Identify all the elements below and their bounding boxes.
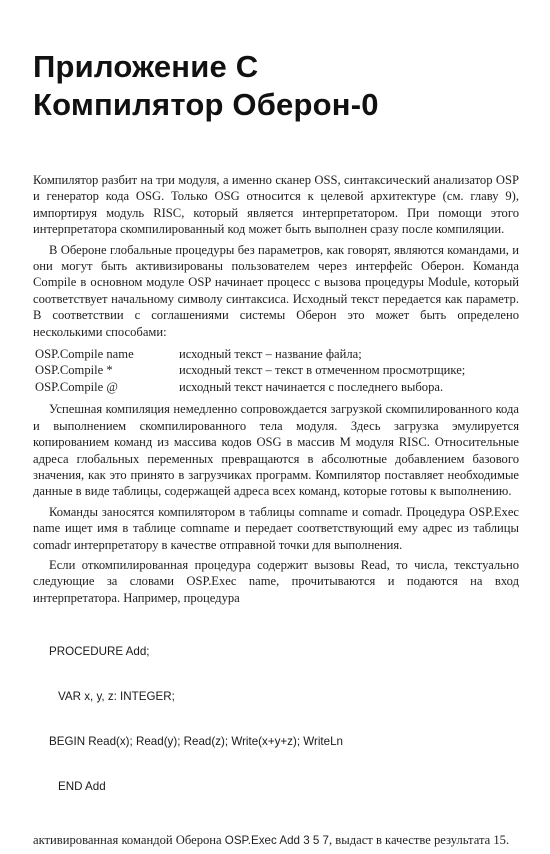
compile-mode-row [33, 362, 519, 378]
paragraph-intro: Компилятор разбит на три модуля, а именно сканер OSS, синтаксический анализатор OSP и генератор кода OSG. Только OSG относится к целевой архитектуре (см. главу 9), импортируя модуль RISC, который является интерпретатором. При помощи этого интерпретатора скомпилированный код может быть выполнен сразу после компиляции. [33, 173, 519, 237]
compile-mode-command: OSP.Compile @ [35, 379, 118, 394]
compile-mode-row [33, 379, 519, 395]
compile-mode-description: исходный текст – текст в отмеченном просмотрщике; [179, 363, 466, 378]
paragraph-read: Если откомпилированная процедура содержит вызовы Read, то числа, текстуально следующие за словами OSP.Exec name, прочитываются и подаются на вход интерпретатора. Например, процедура [33, 557, 519, 605]
compile-mode-description: исходный текст начинается с последнего выбора. [179, 379, 444, 394]
code-line: VAR x, y, z: INTEGER; [58, 690, 175, 704]
paragraph-result [33, 832, 519, 849]
result-text-before: активированная командой Оберона [33, 833, 225, 848]
exec-command-inline: OSP.Exec Add 3 5 7 [224, 834, 329, 848]
code-line: END Add [58, 780, 106, 794]
compile-mode-command: OSP.Compile name [35, 347, 134, 362]
appendix-title [33, 48, 519, 124]
compile-modes-list [33, 346, 519, 395]
appendix-title-line-2: Компилятор Оберон-0 [33, 87, 379, 122]
compile-mode-description: исходный текст – название файла; [179, 347, 362, 362]
paragraph-commands: В Обероне глобальные процедуры без параметров, как говорят, являются командами, и они могут быть активизированы пользователем через интерфейс Оберон. Команда Compile в основном модуле OSP начинает процесс с вызова процедуры Module, который соответствует начальному символу синтаксиса. Исходный текст передается как параметр. В соответствии с соглашениями системы Оберон это может быть определено несколькими способами: [33, 242, 519, 339]
code-line: PROCEDURE Add; [49, 645, 150, 659]
code-line: BEGIN Read(x); Read(y); Read(z); Write(x+y+z); WriteLn [49, 735, 343, 749]
appendix-title-line-1: Приложение C [33, 49, 259, 84]
compile-mode-row [33, 346, 519, 362]
paragraph-exec: Команды заносятся компилятором в таблицы comname и comadr. Процедура OSP.Exec name ищет имя в таблице comname и передает соответствующий ему адрес из таблицы comadr интерпретатору в качестве отправной точки для выполнения. [33, 504, 519, 552]
paragraph-loading: Успешная компиляция немедленно сопровождается загрузкой скомпилированного кода и выполнением скомпилированного тела модуля. Здесь загрузка эмулируется копированием команд из массива кодов OSG в массив M модуля RISC. Относительные адреса глобальных переменных превращаются в абсолютные добавлением базового значения, как это принято в загрузчиках программ. Компилятор поставляет необходимые данные в виде таблицы, содержащей адреса всех команд, которые готовы к выполнению. [33, 402, 519, 499]
body-text [33, 172, 519, 854]
book-page [33, 48, 519, 848]
code-listing [49, 614, 519, 824]
result-text-after: , выдаст в качестве результата 15. [329, 833, 510, 848]
compile-mode-command: OSP.Compile * [35, 363, 113, 378]
